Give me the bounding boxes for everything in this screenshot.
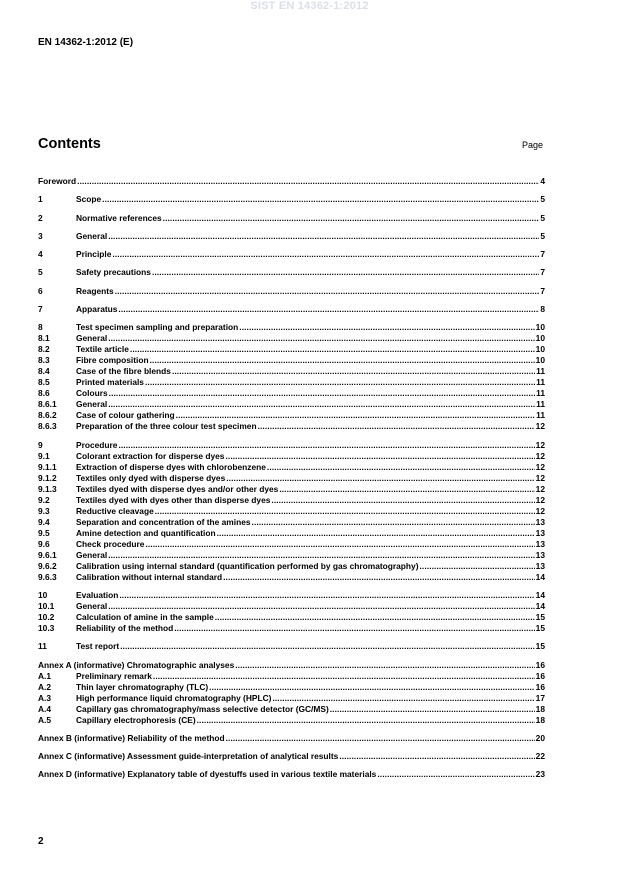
toc-entry-page: 7 xyxy=(540,249,545,260)
toc-entry-number: 10 xyxy=(38,589,48,600)
toc-entry-number: 9.1.3 xyxy=(38,483,57,494)
toc-entry-page: 5 xyxy=(540,230,545,241)
toc-entry-number: 4 xyxy=(38,249,43,260)
toc-entry[interactable] xyxy=(38,704,545,715)
dot-leader xyxy=(118,304,539,315)
toc-entry-page: 8 xyxy=(540,304,545,315)
toc-entry-title: Foreword xyxy=(38,176,77,186)
toc-entry-title: Safety precautions xyxy=(76,267,151,278)
contents-title: Contents xyxy=(38,136,101,152)
toc-entry-title: Reagents xyxy=(76,285,114,296)
toc-entry-number: 11 xyxy=(38,641,47,652)
toc-entry-page: 16 xyxy=(535,681,545,692)
toc-entry[interactable] xyxy=(38,410,545,421)
toc-entry[interactable] xyxy=(38,693,545,704)
toc-entry-number: 9.3 xyxy=(38,505,50,516)
toc-entry[interactable] xyxy=(38,213,545,224)
toc-entry-title: Textiles only dyed with disperse dyes xyxy=(76,472,226,483)
dot-leader xyxy=(120,641,535,652)
toc-entry-title: Test report xyxy=(76,641,120,652)
toc-entry-page: 12 xyxy=(535,472,545,483)
toc-entry[interactable] xyxy=(38,572,545,583)
toc-entry-title: High performance liquid chromatography (HPLC) xyxy=(76,692,272,703)
toc-entry-page: 15 xyxy=(535,611,545,622)
toc-entry-page: 14 xyxy=(535,589,545,600)
toc-entry[interactable] xyxy=(38,286,545,297)
toc-entry-page: 14 xyxy=(535,600,545,611)
toc-entry[interactable] xyxy=(38,769,545,780)
toc-entry-title: Colorant extraction for disperse dyes xyxy=(76,450,225,461)
toc-entry-page: 11 xyxy=(536,388,545,399)
dot-leader xyxy=(112,249,539,260)
dot-leader xyxy=(279,484,534,495)
toc-entry-page: 12 xyxy=(535,450,545,461)
dot-leader xyxy=(377,769,534,780)
toc-entry-title: General xyxy=(76,600,108,611)
toc-entry-number: 2 xyxy=(38,212,43,223)
toc-entry-title: Annex A (informative) Chromatographic analyses xyxy=(38,659,235,670)
toc-entry-page: 12 xyxy=(535,483,545,494)
toc-entry-number: 6 xyxy=(38,285,43,296)
toc-entry[interactable] xyxy=(38,715,545,726)
toc-entry-page: 11 xyxy=(536,377,545,388)
toc-entry[interactable] xyxy=(38,421,545,432)
dot-leader xyxy=(119,590,534,601)
toc-entry[interactable] xyxy=(38,194,545,205)
dot-leader xyxy=(145,539,534,550)
toc-entry-title: Test specimen sampling and preparation xyxy=(76,322,239,333)
toc-entry-page: 12 xyxy=(535,421,545,432)
toc-entry-number: A.5 xyxy=(38,714,52,725)
dot-leader xyxy=(118,440,534,451)
dot-leader xyxy=(108,231,539,242)
toc-entry[interactable] xyxy=(38,176,545,187)
toc-entry-number: 8.2 xyxy=(38,344,50,355)
dot-leader xyxy=(209,682,535,693)
toc-entry-page: 15 xyxy=(535,641,545,652)
toc-entry[interactable] xyxy=(38,641,545,652)
toc-entry[interactable] xyxy=(38,249,545,260)
dot-leader xyxy=(226,473,534,484)
toc-entry[interactable] xyxy=(38,495,545,506)
toc-entry[interactable] xyxy=(38,751,545,762)
toc-entry-title: General xyxy=(76,399,108,410)
toc-entry-page: 13 xyxy=(535,516,545,527)
toc-entry-page: 10 xyxy=(535,344,545,355)
toc-entry[interactable] xyxy=(38,388,545,399)
toc-entry-title: General xyxy=(76,549,108,560)
toc-entry[interactable] xyxy=(38,366,545,377)
toc-entry-number: 5 xyxy=(38,267,43,278)
toc-entry-title: General xyxy=(76,230,108,241)
dot-leader xyxy=(155,506,535,517)
toc-entry-number: 8.6.2 xyxy=(38,410,57,421)
toc-entry-title: Reliability of the method xyxy=(76,622,174,633)
toc-entry-page: 10 xyxy=(535,355,545,366)
toc-entry-page: 5 xyxy=(540,194,545,205)
toc-entry-title: Normative references xyxy=(76,212,162,223)
dot-leader xyxy=(271,495,534,506)
toc-entry[interactable] xyxy=(38,333,545,344)
toc-entry[interactable] xyxy=(38,451,545,462)
toc-entry[interactable] xyxy=(38,231,545,242)
toc-entry[interactable] xyxy=(38,612,545,623)
page-number: 2 xyxy=(38,836,44,847)
dot-leader xyxy=(150,355,535,366)
toc-entry-page: 16 xyxy=(535,670,545,681)
toc-entry-title: Extraction of disperse dyes with chlorobenzene xyxy=(76,461,266,472)
dot-leader xyxy=(217,528,535,539)
toc-entry-title: Fibre composition xyxy=(76,355,149,366)
toc-entry-page: 12 xyxy=(535,439,545,450)
toc-entry[interactable] xyxy=(38,344,545,355)
toc-entry-title: Check procedure xyxy=(76,538,145,549)
toc-entry[interactable] xyxy=(38,623,545,634)
dot-leader xyxy=(258,421,535,432)
toc-entry-title: Preliminary remark xyxy=(76,670,152,681)
dot-leader xyxy=(272,693,534,704)
toc-entry-number: 9 xyxy=(38,439,43,450)
toc-entry-title: Scope xyxy=(76,194,102,205)
toc-entry-number: 1 xyxy=(38,194,43,205)
toc-entry-page: 20 xyxy=(535,732,545,743)
toc-entry-number: 8.6.1 xyxy=(38,399,57,410)
dot-leader xyxy=(174,623,534,634)
toc-entry-page: 13 xyxy=(535,527,545,538)
dot-leader xyxy=(176,410,535,421)
toc-entry-page: 11 xyxy=(536,366,545,377)
toc-entry[interactable] xyxy=(38,550,545,561)
dot-leader xyxy=(172,366,535,377)
toc-entry-title: Annex C (informative) Assessment guide-interpretation of analytical results xyxy=(38,751,339,762)
toc-entry-page: 16 xyxy=(535,659,545,670)
dot-leader xyxy=(235,660,534,671)
toc-entry-number: 9.1.1 xyxy=(38,461,57,472)
toc-entry-number: 3 xyxy=(38,230,43,241)
toc-entry[interactable] xyxy=(38,484,545,495)
toc-entry-page: 18 xyxy=(535,703,545,714)
toc-entry[interactable] xyxy=(38,304,545,315)
toc-entry[interactable] xyxy=(38,377,545,388)
toc-entry-page: 7 xyxy=(540,285,545,296)
dot-leader xyxy=(145,377,535,388)
dot-leader xyxy=(239,322,534,333)
dot-leader xyxy=(108,601,534,612)
toc-entry-title: Principle xyxy=(76,249,112,260)
toc-entry[interactable] xyxy=(38,528,545,539)
toc-entry-number: 8 xyxy=(38,322,43,333)
toc-entry-title: Procedure xyxy=(76,439,118,450)
toc-entry-title: Thin layer chromatography (TLC) xyxy=(76,681,209,692)
toc-entry-page: 12 xyxy=(535,505,545,516)
toc-entry-page: 23 xyxy=(535,769,545,780)
toc-entry-number: 7 xyxy=(38,304,43,315)
dot-leader xyxy=(152,267,539,278)
toc-entry[interactable] xyxy=(38,660,545,671)
dot-leader xyxy=(226,733,535,744)
dot-leader xyxy=(109,388,536,399)
toc-entry-page: 15 xyxy=(535,622,545,633)
dot-leader xyxy=(252,517,535,528)
dot-leader xyxy=(419,561,534,572)
toc-entry-page: 12 xyxy=(535,461,545,472)
toc-entry-page: 10 xyxy=(535,333,545,344)
dot-leader xyxy=(108,550,534,561)
dot-leader xyxy=(153,671,535,682)
dot-leader xyxy=(330,704,535,715)
toc-entry[interactable] xyxy=(38,590,545,601)
toc-entry-number: 9.4 xyxy=(38,516,50,527)
dot-leader xyxy=(102,194,539,205)
toc-entry[interactable] xyxy=(38,462,545,473)
toc-entry-page: 10 xyxy=(535,322,545,333)
toc-entry-page: 12 xyxy=(535,494,545,505)
toc-entry-page: 7 xyxy=(540,267,545,278)
toc-entry-number: A.3 xyxy=(38,692,52,703)
dot-leader xyxy=(267,462,535,473)
toc-entry-title: Textiles dyed with disperse dyes and/or other dyes xyxy=(76,483,279,494)
toc-entry-title: Calibration without internal standard xyxy=(76,571,223,582)
toc-entry-number: 9.6 xyxy=(38,538,50,549)
toc-entry-page: 13 xyxy=(535,549,545,560)
dot-leader xyxy=(130,344,535,355)
toc-entry-title: Annex D (informative) Explanatory table of dyestuffs used in various textile materials xyxy=(38,769,377,780)
watermark: SIST EN 14362-1:2012 xyxy=(250,0,369,12)
toc-entry-page: 14 xyxy=(535,571,545,582)
toc-entry-number: 10.2 xyxy=(38,611,55,622)
dot-leader xyxy=(197,715,535,726)
toc-entry-title: General xyxy=(76,333,108,344)
dot-leader xyxy=(115,286,540,297)
dot-leader xyxy=(223,572,535,583)
toc-entry-number: A.1 xyxy=(38,670,52,681)
toc-entry-number: 9.6.2 xyxy=(38,560,57,571)
toc-entry[interactable] xyxy=(38,355,545,366)
toc-entry-number: 9.5 xyxy=(38,527,50,538)
toc-entry[interactable] xyxy=(38,322,545,333)
toc-entry-title: Reductive cleavage xyxy=(76,505,154,516)
toc-entry-page: 13 xyxy=(535,560,545,571)
toc-entry-number: 9.1.2 xyxy=(38,472,57,483)
toc-entry-title: Case of colour gathering xyxy=(76,410,175,421)
toc-entry-title: Amine detection and quantification xyxy=(76,527,216,538)
toc-entry-number: 9.2 xyxy=(38,494,50,505)
toc-entry-number: 8.6 xyxy=(38,388,50,399)
toc-entry-number: A.4 xyxy=(38,703,52,714)
toc-entry-number: 9.6.1 xyxy=(38,549,57,560)
dot-leader xyxy=(163,213,540,224)
toc-entry[interactable] xyxy=(38,561,545,572)
toc-entry-title: Printed materials xyxy=(76,377,144,388)
page-column-label: Page xyxy=(522,140,544,150)
toc-entry-number: A.2 xyxy=(38,681,52,692)
dot-leader xyxy=(108,399,535,410)
toc-entry-page: 17 xyxy=(535,692,545,703)
toc-entry[interactable] xyxy=(38,733,545,744)
toc-entry-number: 8.1 xyxy=(38,333,50,344)
toc-entry-title: Capillary gas chromatography/mass selective detector (GC/MS) xyxy=(76,703,329,714)
document-id: EN 14362-1:2012 (E) xyxy=(38,37,134,48)
toc-entry-title: Separation and concentration of the amines xyxy=(76,516,251,527)
toc-entry[interactable] xyxy=(38,473,545,484)
toc-entry-title: Capillary electrophoresis (CE) xyxy=(76,714,196,725)
toc-entry-title: Textile article xyxy=(76,344,129,355)
toc-entry-title: Textiles dyed with dyes other than disperse dyes xyxy=(76,494,271,505)
toc-entry-page: 4 xyxy=(540,176,545,186)
toc-entry-page: 11 xyxy=(536,410,545,421)
toc-entry[interactable] xyxy=(38,506,545,517)
toc-entry-page: 22 xyxy=(535,751,545,762)
toc-entry[interactable] xyxy=(38,671,545,682)
toc-entry[interactable] xyxy=(38,440,545,451)
dot-leader xyxy=(108,333,534,344)
toc-entry[interactable] xyxy=(38,601,545,612)
toc-entry-number: 9.1 xyxy=(38,450,50,461)
toc-entry-number: 10.3 xyxy=(38,622,55,633)
dot-leader xyxy=(339,751,534,762)
toc-entry-title: Calibration using internal standard (quantification performed by gas chromatography) xyxy=(76,560,419,571)
toc-entry[interactable] xyxy=(38,539,545,550)
dot-leader xyxy=(215,612,535,623)
toc-entry-number: 8.4 xyxy=(38,366,50,377)
toc-entry-title: Calculation of amine in the sample xyxy=(76,611,214,622)
toc-entry-number: 9.6.3 xyxy=(38,571,57,582)
toc-entry[interactable] xyxy=(38,517,545,528)
toc-entry-title: Preparation of the three colour test specimen xyxy=(76,421,257,432)
toc-entry-page: 11 xyxy=(536,399,545,410)
toc-entry-title: Annex B (informative) Reliability of the method xyxy=(38,732,225,743)
toc-entry-page: 13 xyxy=(535,538,545,549)
toc-entry-title: Apparatus xyxy=(76,304,118,315)
toc-entry-page: 5 xyxy=(540,212,545,223)
toc-entry-number: 8.6.3 xyxy=(38,421,57,432)
toc-entry-title: Case of the fibre blends xyxy=(76,366,171,377)
toc-entry-number: 10.1 xyxy=(38,600,55,611)
toc-entry[interactable] xyxy=(38,267,545,278)
toc-entry-number: 8.3 xyxy=(38,355,50,366)
toc-entry[interactable] xyxy=(38,399,545,410)
toc-entry-page: 18 xyxy=(535,714,545,725)
table-of-contents xyxy=(38,176,545,780)
dot-leader xyxy=(225,451,534,462)
toc-entry-number: 8.5 xyxy=(38,377,50,388)
toc-entry-title: Evaluation xyxy=(76,589,119,600)
toc-entry-title: Colours xyxy=(76,388,108,399)
dot-leader xyxy=(77,176,539,187)
toc-entry[interactable] xyxy=(38,682,545,693)
